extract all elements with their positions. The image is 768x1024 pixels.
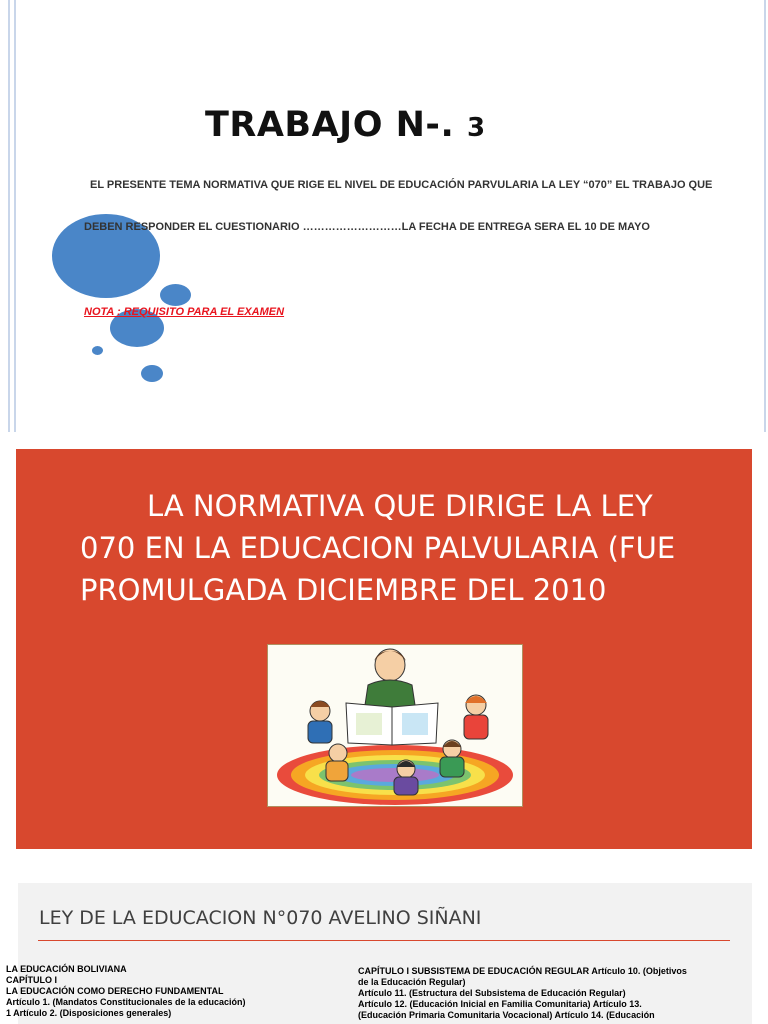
right-column — [358, 966, 687, 1021]
decorative-line — [764, 0, 766, 432]
title-main: TRABAJO N-. — [205, 105, 455, 145]
list-item: Artículo 11. (Estructura del Subsistema de Educación Regular) — [358, 988, 626, 998]
list-item: CAPÍTULO I — [6, 975, 57, 985]
teacher-children-illustration — [267, 644, 523, 807]
heading-line-1: LA NORMATIVA QUE DIRIGE LA LEY — [147, 489, 653, 523]
description-line-1: EL PRESENTE TEMA NORMATIVA QUE RIGE EL NIVEL DE EDUCACIÓN PARVULARIA LA LEY “070” EL TRABAJO QUE — [90, 179, 713, 191]
decorative-circle — [141, 365, 163, 382]
slide-1 — [0, 0, 768, 432]
heading-line-3: PROMULGADA DICIEMBRE DEL 2010 — [80, 573, 607, 607]
decorative-line — [8, 0, 10, 432]
list-item: (Educación Primaria Comunitaria Vocacional) Artículo 14. (Educación — [358, 1010, 655, 1020]
title-number: 3 — [466, 113, 486, 143]
description-line-2: DEBEN RESPONDER EL CUESTIONARIO ………………………LA FECHA DE ENTREGA SERA EL 10 DE MAYO — [84, 221, 650, 233]
decorative-circle — [92, 346, 103, 355]
list-item: 1 Artículo 2. (Disposiciones generales) — [6, 1008, 172, 1018]
list-item: LA EDUCACIÓN COMO DERECHO FUNDAMENTAL — [6, 986, 224, 996]
illustration-svg — [268, 645, 522, 806]
decorative-circle — [160, 284, 191, 306]
note-text: NOTA : REQUISITO PARA EL EXAMEN — [84, 306, 285, 318]
slide-3-title: LEY DE LA EDUCACION N°070 AVELINO SIÑANI — [39, 907, 482, 929]
decorative-line — [14, 0, 16, 432]
page-title — [205, 105, 486, 145]
list-item: Artículo 1. (Mandatos Constitucionales de la educación) — [6, 997, 246, 1007]
list-item: de la Educación Regular) — [358, 977, 466, 987]
title-divider — [38, 940, 730, 941]
list-item: LA EDUCACIÓN BOLIVIANA — [6, 964, 127, 974]
slide-2 — [16, 449, 752, 849]
slide-heading — [80, 485, 740, 611]
heading-line-2: 070 EN LA EDUCACION PALVULARIA (FUE — [80, 531, 676, 565]
list-item: Artículo 12. (Educación Inicial en Familia Comunitaria) Artículo 13. — [358, 999, 642, 1009]
list-item: CAPÍTULO I SUBSISTEMA DE EDUCACIÓN REGULAR Artículo 10. (Objetivos — [358, 966, 687, 976]
left-column — [6, 964, 246, 1019]
